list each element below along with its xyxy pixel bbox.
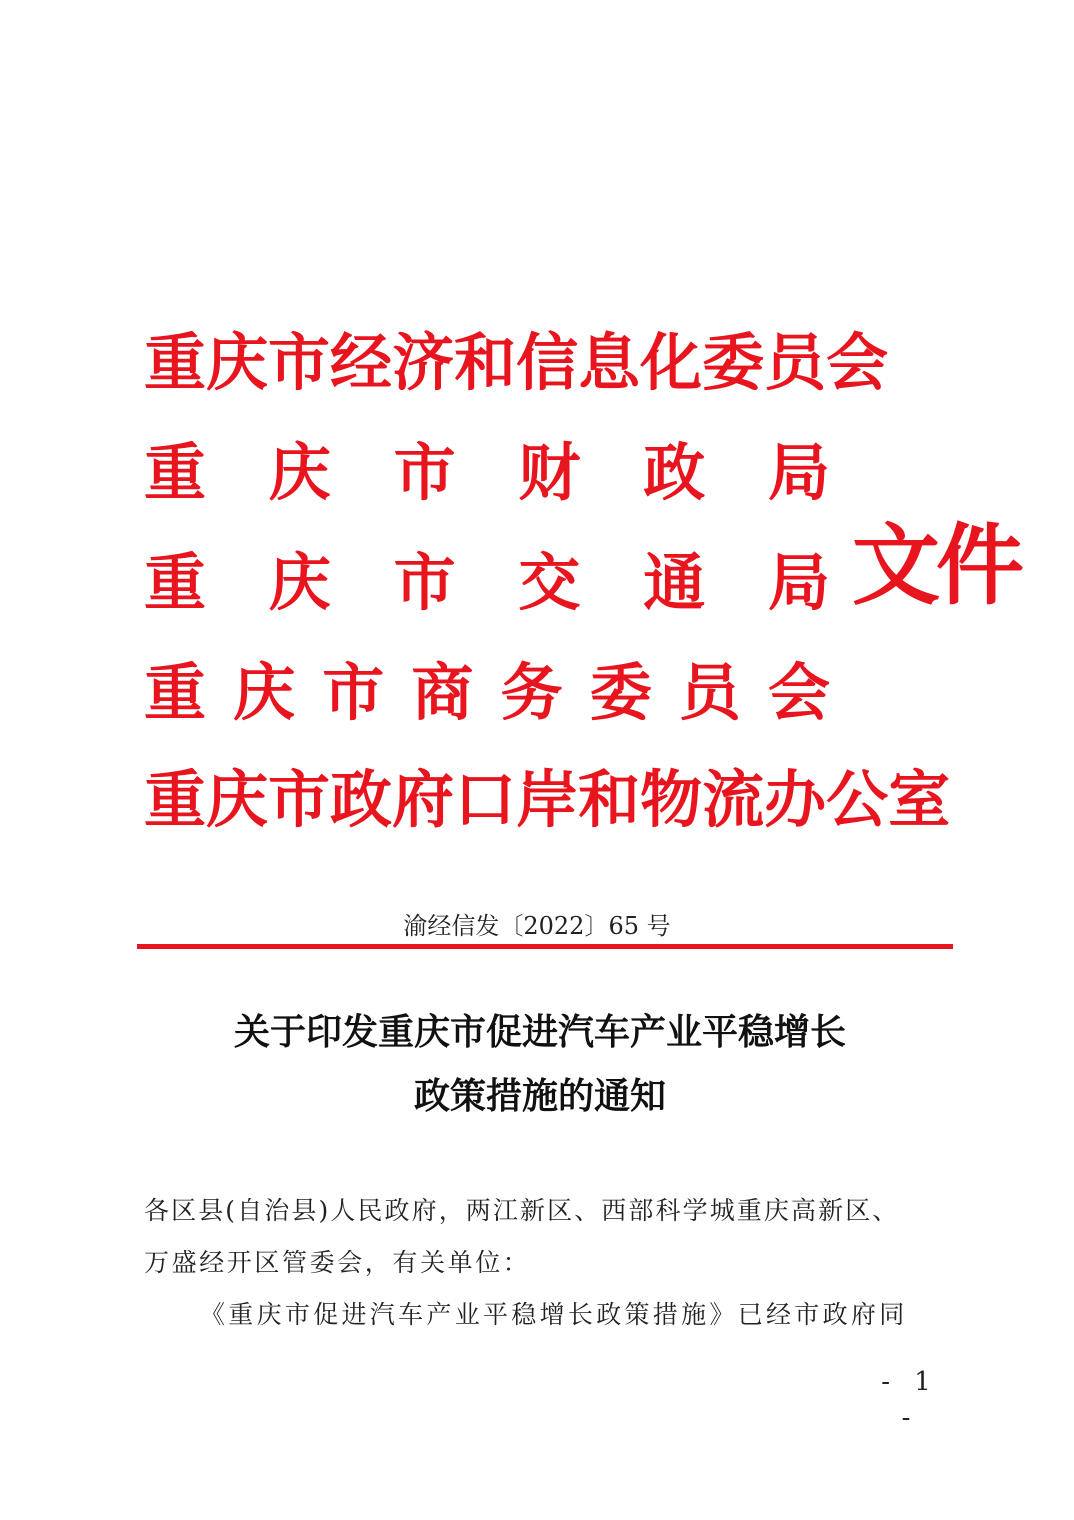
- issuer-char: 重: [144, 763, 207, 836]
- issuer-char: 办: [764, 763, 827, 836]
- document-title-line-2: 政策措施的通知: [413, 1075, 666, 1117]
- issuer-char: 室: [888, 763, 951, 836]
- issuer-char: 市: [322, 656, 385, 729]
- issuer-char: 口: [454, 763, 517, 836]
- issuer-char: 交: [518, 546, 581, 619]
- issuer-char: 政: [330, 763, 393, 836]
- issuer-char: 岸: [516, 763, 579, 836]
- red-divider-rule: [137, 944, 953, 949]
- issuer-char: 经: [330, 326, 393, 399]
- issuer-char: 政: [643, 436, 706, 509]
- issuer-char: 庆: [206, 763, 269, 836]
- issuer-char: 员: [678, 656, 741, 729]
- issuer-char: 庆: [233, 656, 296, 729]
- issuer-char: 济: [392, 326, 455, 399]
- issuer-char: 委: [702, 326, 765, 399]
- issuer-char: 息: [578, 326, 641, 399]
- issuer-char: 重: [144, 436, 207, 509]
- issuer-char: 府: [392, 763, 455, 836]
- issuer-line-1: [144, 326, 889, 399]
- issuer-char: 会: [826, 326, 889, 399]
- body-paragraph: 《重庆市促进汽车产业平稳增长政策措施》已经市政府同: [200, 1300, 908, 1329]
- issuer-char: 重: [144, 326, 207, 399]
- issuer-char: 市: [393, 436, 456, 509]
- document-title-line-1: 关于印发重庆市促进汽车产业平稳增长: [233, 1011, 846, 1053]
- issuer-char: 市: [393, 546, 456, 619]
- issuer-char: 信: [516, 326, 579, 399]
- issuer-char: 员: [764, 326, 827, 399]
- issuer-char: 财: [518, 436, 581, 509]
- issuer-char: 局: [767, 436, 830, 509]
- issuer-char: 物: [640, 763, 703, 836]
- issuer-char: 通: [643, 546, 706, 619]
- issuer-char: 委: [589, 656, 652, 729]
- issuer-char: 庆: [268, 546, 331, 619]
- salutation-line-1: 各区县(自治县)人民政府，两江新区、西部科学城重庆高新区、: [144, 1196, 900, 1225]
- issuer-char: 重: [144, 656, 207, 729]
- document-word: 文件: [852, 513, 1021, 617]
- issuer-line-5: [144, 763, 951, 836]
- issuer-char: 商: [411, 656, 474, 729]
- issuer-char: 市: [268, 763, 331, 836]
- salutation-line-2: 万盛经开区管委会，有关单位：: [144, 1248, 531, 1277]
- issuer-char: 化: [640, 326, 703, 399]
- issuer-char: 重: [144, 546, 207, 619]
- issuer-char: 局: [767, 546, 830, 619]
- issuer-line-3: [144, 547, 830, 619]
- document-number: 渝经信发〔2022〕65 号: [403, 912, 671, 940]
- page-number: - 1 -: [881, 1367, 939, 1433]
- issuer-char: 务: [500, 656, 563, 729]
- issuer-char: 公: [826, 763, 889, 836]
- issuer-line-2: [144, 437, 830, 509]
- issuer-char: 庆: [268, 436, 331, 509]
- issuer-char: 和: [454, 326, 517, 399]
- issuer-char: 市: [268, 326, 331, 399]
- issuer-char: 流: [702, 763, 765, 836]
- issuer-char: 庆: [206, 326, 269, 399]
- issuer-char: 会: [767, 656, 830, 729]
- issuer-line-4: [144, 657, 830, 729]
- issuer-char: 和: [578, 763, 641, 836]
